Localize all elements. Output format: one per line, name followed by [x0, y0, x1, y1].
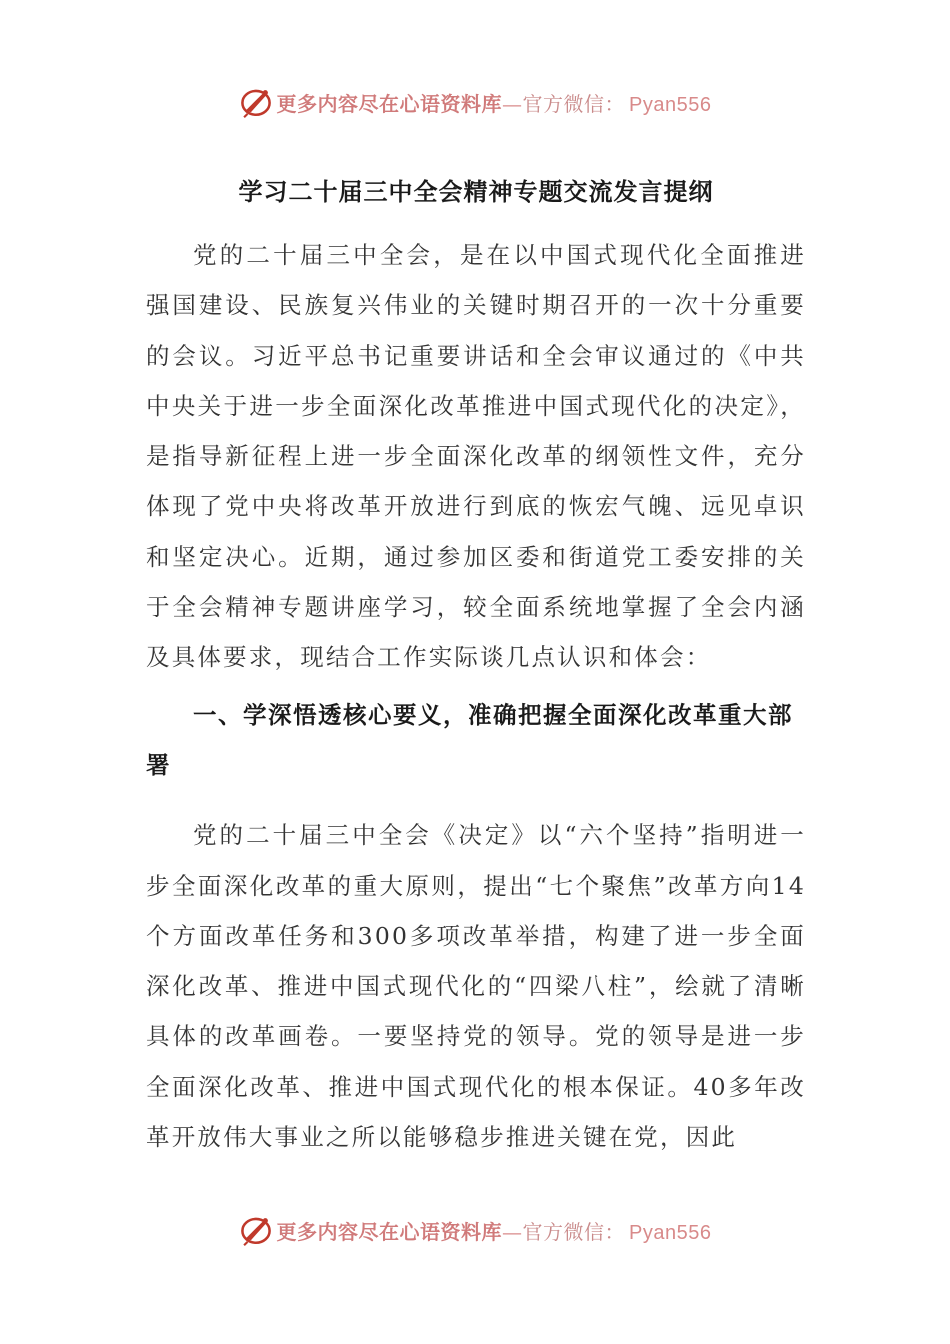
section-paragraph: 党的二十届三中全会《决定》以“六个坚持”指明进一步全面深化改革的重大原则，提出“七个聚焦”改革方向14个方面改革任务和300多项改革举措，构建了进一步全面深化改革、推进中国式现代化的“四梁八柱”，绘就了清晰具体的改革画卷。一要坚持党的领导。党的领导是进一步全面深化改革、推进中国式现代化的根本保证。40多年改革开放伟大事业之所以能够稳步推进关键在党，因此 — [146, 821, 806, 1152]
watermark-dash: — — [502, 1219, 523, 1244]
watermark-text — [277, 1216, 712, 1245]
watermark-label: 官方微信： — [522, 1219, 626, 1244]
watermark-handle: Pyan556 — [629, 1221, 712, 1244]
watermark-site: 更多内容尽在心语资料库 — [276, 91, 503, 116]
pen-logo-icon — [239, 85, 273, 119]
watermark-dash: — — [502, 91, 523, 116]
watermark-handle: Pyan556 — [629, 93, 712, 116]
watermark-banner-top — [0, 80, 950, 124]
watermark-label: 官方微信： — [522, 91, 626, 116]
page-title: 学习二十届三中全会精神专题交流发言提纲 — [238, 177, 714, 206]
intro-paragraph: 党的二十届三中全会，是在以中国式现代化全面推进强国建设、民族复兴伟业的关键时期召开的一次十分重要的会议。习近平总书记重要讲话和全会审议通过的《中共中央关于进一步全面深化改革推进中国式现代化的决定》，是指导新征程上进一步全面深化改革的纲领性文件，充分体现了党中央将改革开放进行到底的恢宏气魄、远见卓识和坚定决心。近期，通过参加区委和街道党工委安排的关于全会精神专题讲座学习，较全面系统地掌握了全会内涵及具体要求，现结合工作实际谈几点认识和体会： — [146, 241, 806, 672]
watermark-text — [277, 88, 712, 117]
watermark-site: 更多内容尽在心语资料库 — [276, 1219, 503, 1244]
pen-logo-icon — [239, 1213, 273, 1247]
section-heading: 一、学深悟透核心要义，准确把握全面深化改革重大部署 — [146, 700, 793, 779]
watermark-banner-bottom — [0, 1208, 950, 1252]
document-body — [146, 168, 806, 1162]
